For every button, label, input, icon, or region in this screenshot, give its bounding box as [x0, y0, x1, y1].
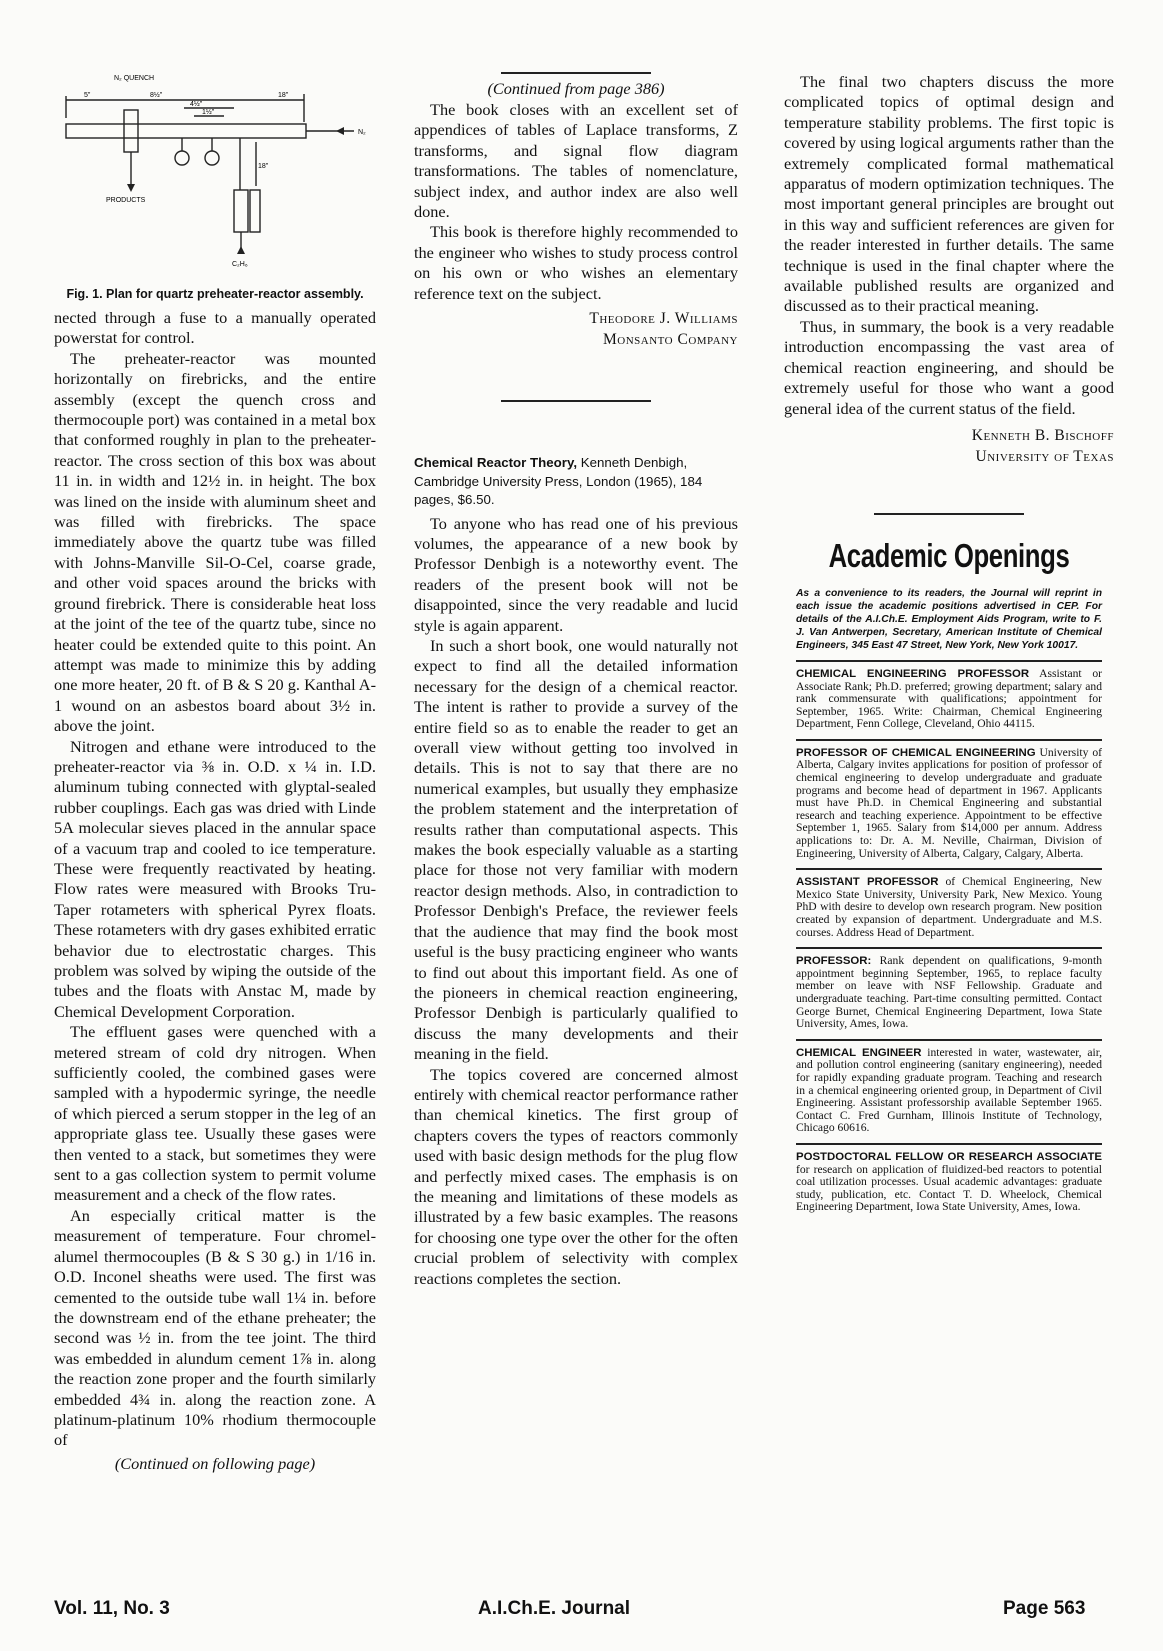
section-intro: As a convenience to its readers, the Journal will reprint in each issue the academic positions advertised in CEP. For details of the A.I.Ch.E. Employment Aids Program, write to F. J. Van Antwerpen, Secretary, American Institute of Chemical Engineers, 345 East 47 Street, New York, New York 10017. — [796, 587, 1102, 651]
paragraph: The preheater-reactor was mounted horizontally on firebricks, and the entire assembly (except the quench cross and thermocouple port) was contained in a metal box that conformed roughly in plan to the preheater-reactor. The cross section of this box was about 11 in. in width and 12½ in. in height. The box was lined on the inside with aluminum sheet and was filled with firebricks. The space immediately above the quartz tube was filled with Johns-Manville Sil-O-Cel, coarse grade, and other void spaces around the bricks with ground firebrick. There is considerable heat loss at the joint of the tee of the quartz tube, since no heater could be extended quite to this point. An attempt was made to minimize this by adding one more heater, 20 ft. of B & S 20 g. Kanthal A-1 wound on an asbestos board about 3½ in. above the joint. — [54, 348, 376, 736]
job-title: POSTDOCTORAL FELLOW OR RESEARCH ASSOCIATE — [796, 1150, 1102, 1163]
footer-volume: Vol. 11, No. 3 — [54, 1598, 170, 1619]
job-listing — [796, 1047, 1102, 1135]
figure-caption: Fig. 1. Plan for quartz preheater-reactor assembly. — [66, 287, 364, 301]
footer-page-number: Page 563 — [1003, 1598, 1086, 1619]
paragraph: An especially critical matter is the measurement of temperature. Four chromel-alumel thermocouples (B & S 30 g.) in 1/16 in. O.D. Inconel sheaths were used. The first was cemented to the outside tube wall 1¼ in. before the downstream end of the ethane preheater; the second was ½ in. from the tee joint. The third was embedded in alundum cement 1⅞ in. along the reaction zone proper and the fourth similarly embedded 4¾ in. along the reaction zone. A platinum-platinum 10% rhodium thermocouple of — [54, 1205, 376, 1450]
column-3 — [784, 72, 1114, 1214]
job-title: PROFESSOR: — [796, 955, 872, 968]
job-title: CHEMICAL ENGINEER — [796, 1046, 922, 1059]
paragraph: The topics covered are concerned almost entirely with chemical reactor performance rather than chemical kinetics. The first group of chapters covers the types of reactors commonly used with basic design methods for the plug flow and perfectly mixed cases. The emphasis is on the meaning and limitations of these models as illustrated by a few basic examples. The reasons for choosing one type over the other for the often crucial problem of selectivity with complex reactions completes the section. — [414, 1064, 738, 1288]
column-1 — [54, 72, 376, 1475]
label-dim-3: 4½" — [190, 101, 203, 108]
job-text: for research on application of fluidized-bed reactors to potential coal utilization processes. Usual academic advantages: graduate study, publication, etc. Contact T. D. Wheelock, Chemical Engineering Department, Iowa State University, Ames, Iowa. — [796, 1162, 1102, 1214]
paragraph: The effluent gases were quenched with a metered stream of cold dry nitrogen. When sufficiently cooled, the combined gases were sampled with a hypodermic syringe, the needle of which pierced a serum stopper in the leg of an appropriate glass tee. Usually these gases were then vented to a stack, but sometimes they were sent to a gas collection system to permit volume measurement and a check of the flow rates. — [54, 1022, 376, 1205]
reviewer-name: Kenneth B. Bischoff — [971, 426, 1114, 444]
divider — [796, 739, 1102, 741]
reviewer-name: Theodore J. Williams — [589, 310, 738, 328]
paragraph: Nitrogen and ethane were introduced to the preheater-reactor via ⅜ in. O.D. x ¼ in. I.D. aluminum tubing connected with glyptal-sealed rubber couplings. Each gas was dried with Linde 5A molecular sieves placed in the annular space of a vacuum trap and cooled to ice temperature. These were frequently reactivated by heating. Flow rates were measured with Brooks Tru-Taper rotameters with spherical Pyrex floats. These rotameters with dry gases exhibited erratic behavior due to electrostatic charges. This problem was solved by wiping the outside of the tubes and the floats with Anstac M, made by Chemical Development Corporation. — [54, 736, 376, 1021]
label-ethane: C₂H₆ — [232, 261, 248, 268]
label-quench: N₂ QUENCH — [114, 75, 155, 82]
footer-journal: A.I.Ch.E. Journal — [478, 1598, 631, 1619]
job-text: University of Alberta, Calgary invites applications for position of professor of chemical engineering to develop undergraduate and graduate programs and become head of department in 1967. Applicants must have Ph.D. in Chemical Engineering and substantial research and teaching experience. Appointment to be effective September 1, 1965. Salary from $14,000 per annum. Address applications to: Dr. A. M. Neville, Chairman, Division of Engineering, University of Alberta, Calgary, Calgary, Alberta. — [796, 745, 1103, 860]
label-dim-4: 1½" — [202, 109, 215, 116]
label-dim-5: 18" — [278, 92, 289, 99]
job-title: PROFESSOR OF CHEMICAL ENGINEERING — [796, 746, 1036, 759]
paragraph: The book closes with an excellent set of appendices of tables of Laplace transforms, Z transforms, and signal flow diagram transformations. The tables of nomenclature, subject index, and author index are also well done. — [414, 100, 738, 222]
divider — [501, 72, 651, 74]
job-listing — [796, 1151, 1102, 1214]
label-products: PRODUCTS — [106, 197, 146, 204]
job-text: of Chemical Engineering, New Mexico State University, University Park, New Mexico. Young PhD with desire to develop own research program. New position created by expansion of department. Undergraduate and M.S. courses. Address Head of Department. — [796, 875, 1102, 939]
divider — [796, 660, 1102, 662]
column-2 — [414, 72, 738, 1289]
book-title: Chemical Reactor Theory, — [414, 455, 578, 471]
review-heading — [414, 454, 738, 510]
job-text: Assistant or Associate Rank; Ph.D. preferred; growing department; salary and rank commensurate with qualifications; appointment for September, 1965. Write: Chairman, Chemical Engineering Department, Fenn College, Cleveland, Ohio 44115. — [796, 666, 1102, 731]
paragraph: The final two chapters discuss the more complicated topics of optimal design and temperature stability problems. The first topic is covered by using logical arguments rather than the extremely complicated formal mathematical apparatus of modern optimization techniques. The most important general principles are brought out in this way and sufficient references are given for the reader interested in further details. The same technique is used in the final chapter where the available published results are organized and discussed as to their practical meaning. — [784, 72, 1114, 316]
job-listing — [796, 668, 1102, 731]
job-listing — [796, 955, 1102, 1031]
paragraph: In such a short book, one would naturally not expect to find all the detailed information necessary for the design of a chemical reactor. The intent is rather to provide a survey of the entire field so as to enable the reader to get an overall view without getting too involved in details. This is not to say that there are no numerical examples, but usually they emphasize the problem statement and the interpretation of results rather than computational aspects. This makes the book especially valuable as a starting place for those not very familiar with modern reactor design methods. Also, in contradiction to Professor Denbigh's Preface, the reviewer feels that the audience that may find the book most useful is the busy practicing engineer who wants to find out about this important field. As one of the pioneers in chemical reaction engineering, Professor Denbigh is particularly qualified to discuss the many developments and their meaning in the field. — [414, 636, 738, 1064]
paragraph: nected through a fuse to a manually operated powerstat for control. — [54, 308, 376, 348]
reviewer-affiliation: Monsanto Company — [602, 331, 738, 349]
figure-1 — [54, 72, 376, 282]
label-n2: N₂ — [358, 129, 366, 136]
continued-note: (Continued on following page) — [114, 1453, 316, 1473]
divider — [501, 400, 651, 402]
continued-from-note: (Continued from page 386) — [487, 79, 665, 98]
paragraph: Thus, in summary, the book is a very readable introduction encompassing the vast area of chemical reaction engineering, and should be extremely useful for those who want a good general idea of the current status of the field. — [784, 316, 1114, 418]
job-title: ASSISTANT PROFESSOR — [796, 876, 939, 889]
job-listing — [796, 876, 1102, 939]
reactor-diagram — [54, 72, 376, 282]
job-text: Rank dependent on qualifications, 9-month appointment beginning September, 1965, to replace faculty member on leave with NSF Fellowship. Graduate and undergraduate teaching. Part-time consulting permitted. Contact George Burnet, Chemical Engineering Department, Iowa State University, Ames, Iowa. — [796, 954, 1102, 1031]
paragraph: To anyone who has read one of his previous volumes, the appearance of a new book by Professor Denbigh is a noteworthy event. The readers of the present book will not be disappointed, since the very readable and lucid style is again apparent. — [414, 513, 738, 635]
label-dim-1: 5" — [84, 92, 91, 99]
label-dim-2: 8½" — [150, 92, 163, 99]
divider — [796, 947, 1102, 949]
job-listing — [796, 747, 1102, 860]
label-dim-6: 18" — [258, 163, 269, 170]
job-title: CHEMICAL ENGINEERING PROFESSOR — [796, 667, 1030, 680]
divider — [796, 1143, 1102, 1145]
job-text: interested in water, wastewater, air, and pollution control engineering (sanitary engineering), needed for rapidly expanding graduate program. Teaching and research in a chemical engineering oriented group, in Department of Civil Engineering. Assistant professorship available September 1965. Contact C. Fred Gurnham, Illinois Institute of Technology, Chicago 60616. — [796, 1045, 1102, 1135]
divider — [796, 868, 1102, 870]
section-title: Academic Openings — [828, 536, 1070, 574]
paragraph: This book is therefore highly recommended to the engineer who wishes to study process control on his own or who wishes an elementary reference text on the subject. — [414, 222, 738, 303]
reviewer-affiliation: University of Texas — [975, 447, 1114, 465]
divider — [796, 1039, 1102, 1041]
book-details: Kenneth Denbigh, Cambridge University Press, London (1965), 184 pages, $6.50. — [414, 455, 703, 508]
divider — [874, 513, 1024, 515]
